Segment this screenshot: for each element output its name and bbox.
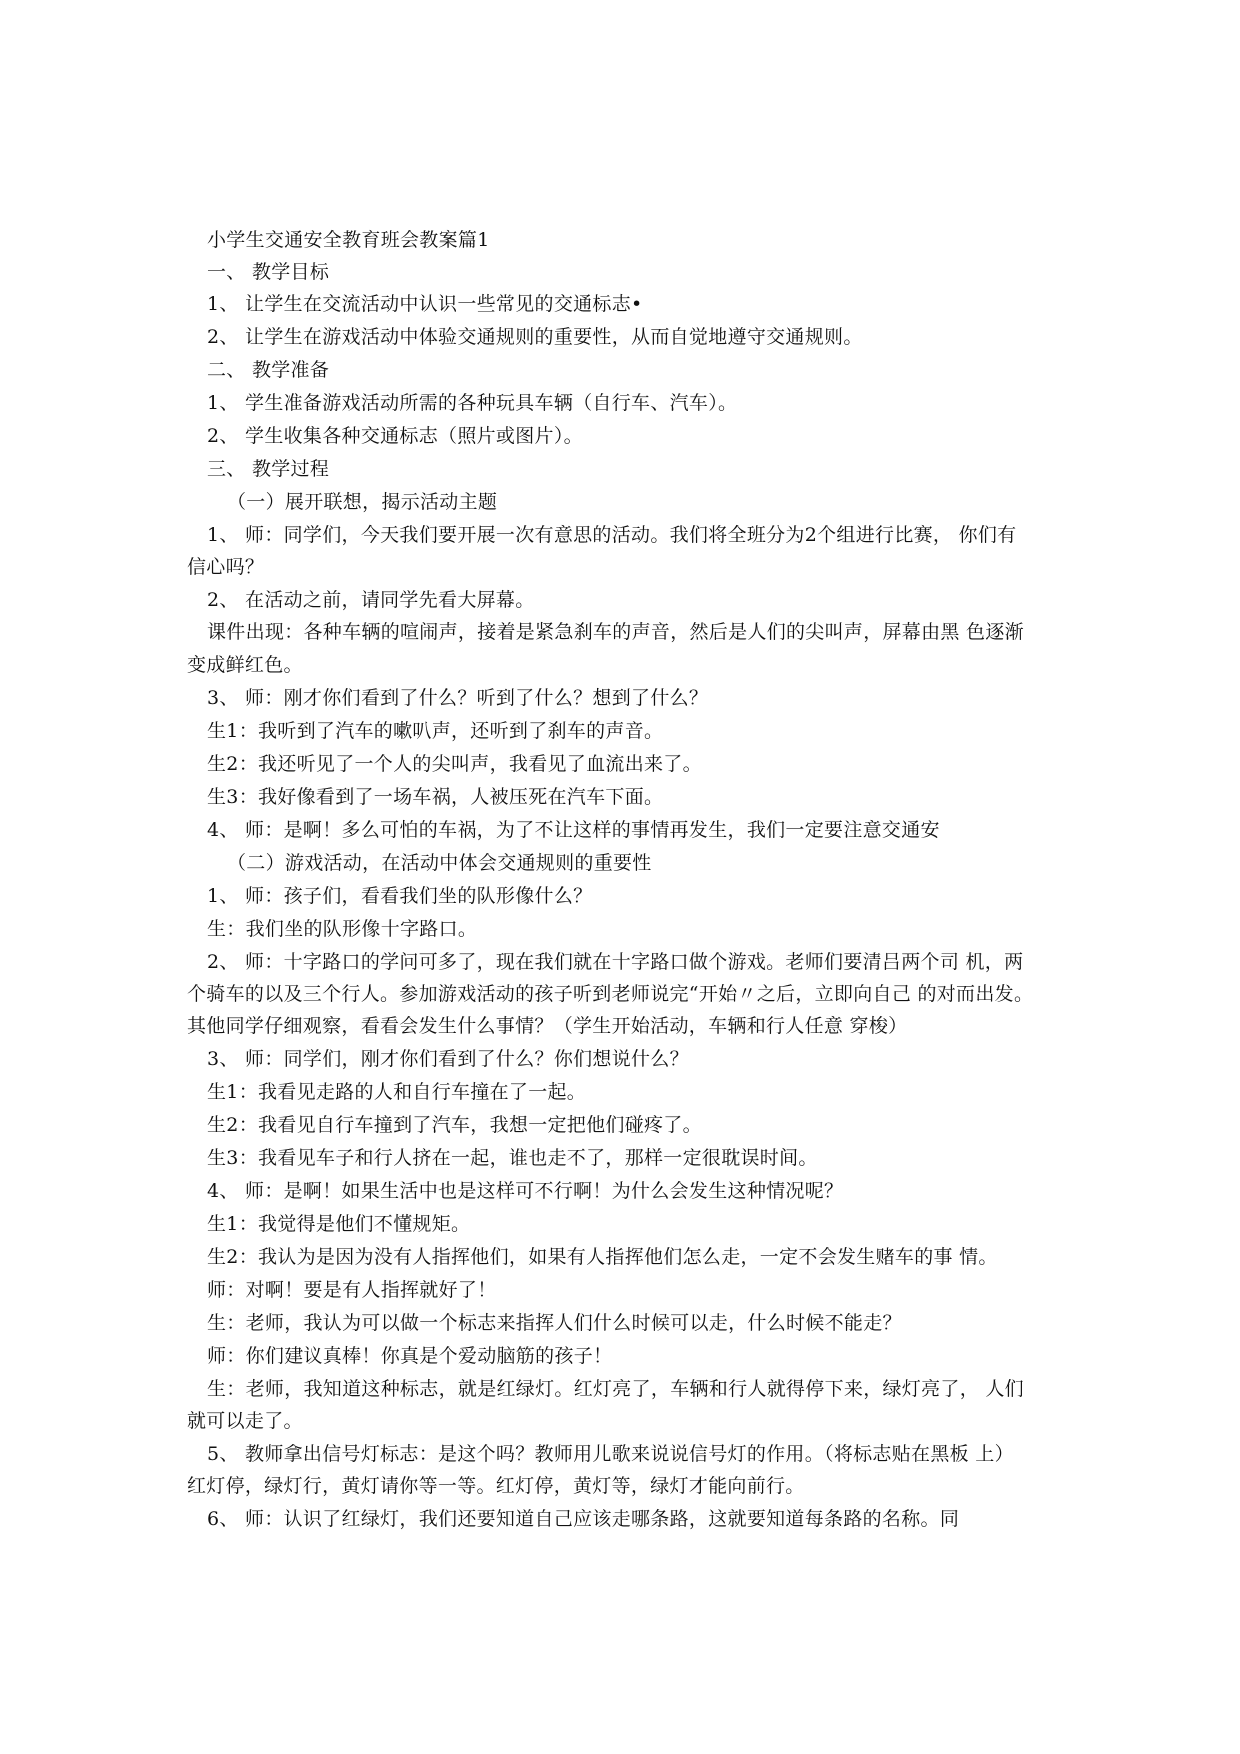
text-line: 个骑车的以及三个行人。参加游戏活动的孩子听到老师说完“开始〃之后，立即向自己 的对而出发。 [187, 983, 1034, 1005]
text-line: 红灯停，绿灯行，黄灯请你等一等。红灯停，黄灯等，绿灯才能向前行。 [187, 1475, 805, 1497]
text-line: 6、 师：认识了红绿灯，我们还要知道自己应该走哪条路，这就要知道每条路的名称。同 [207, 1508, 960, 1530]
text-line: 2、 学生收集各种交通标志（照片或图片）。 [207, 425, 583, 447]
text-line: 生3：我看见车子和行人挤在一起，谁也走不了，那样一定很耽误时间。 [207, 1147, 818, 1169]
text-line: 1、 师：同学们，今天我们要开展一次有意思的活动。我们将全班分为2个组进行比赛， 你们有 [207, 524, 1017, 546]
text-line: 生3：我好像看到了一场车祸，人被压死在汽车下面。 [207, 786, 664, 808]
text-line: 4、 师：是啊！如果生活中也是这样可不行啊！为什么会发生这种情况呢？ [207, 1180, 844, 1202]
text-line: 三、 教学过程 [207, 458, 330, 480]
text-line: 变成鲜红色。 [187, 654, 303, 676]
text-line: 1、 师：孩子们，看看我们坐的队形像什么？ [207, 885, 593, 907]
text-line: 生1：我听到了汽车的嗽叭声，还听到了刹车的声音。 [207, 720, 664, 742]
text-line: 1、 让学生在交流活动中认识一些常见的交通标志• [207, 293, 643, 315]
text-line: 生2：我还听见了一个人的尖叫声，我看见了血流出来了。 [207, 753, 702, 775]
text-line: 一、 教学目标 [207, 261, 330, 283]
text-line: 生1：我看见走路的人和自行车撞在了一起。 [207, 1081, 587, 1103]
text-line: （二）游戏活动，在活动中体会交通规则的重要性 [227, 852, 652, 874]
text-line: 5、 教师拿出信号灯标志：是这个吗？教师用儿歌来说说信号灯的作用。（将标志贴在黑板 上） [207, 1443, 1014, 1465]
text-line: 4、 师：是啊！多么可怕的车祸，为了不让这样的事情再发生，我们一定要注意交通安 [207, 819, 940, 841]
text-line: 3、 师：刚才你们看到了什么？听到了什么？想到了什么？ [207, 687, 709, 709]
text-line: （一）展开联想，揭示活动主题 [227, 491, 498, 513]
text-line: 师：你们建议真棒！你真是个爱动脑筋的孩子！ [207, 1345, 613, 1367]
text-line: 信心吗？ [187, 556, 265, 578]
text-line: 2、 让学生在游戏活动中体验交通规则的重要性，从而自觉地遵守交通规则。 [207, 326, 863, 348]
text-line: 生2：我看见自行车撞到了汽车，我想一定把他们碰疼了。 [207, 1114, 702, 1136]
text-line: 就可以走了。 [187, 1410, 303, 1432]
document-title: 小学生交通安全教育班会教案篇1 [207, 229, 490, 251]
text-line: 1、 学生准备游戏活动所需的各种玩具车辆（自行车、汽车）。 [207, 392, 738, 414]
text-line: 生：我们坐的队形像十字路口。 [207, 918, 478, 940]
text-line: 生1：我觉得是他们不懂规矩。 [207, 1213, 471, 1235]
text-line: 3、 师：同学们，刚才你们看到了什么？你们想说什么？ [207, 1048, 689, 1070]
text-line: 课件出现：各种车辆的喧闹声，接着是紧急刹车的声音，然后是人们的尖叫声，屏幕由黑 色逐渐 [207, 621, 1024, 643]
text-line: 2、 在活动之前，请同学先看大屏幕。 [207, 589, 535, 611]
text-line: 二、 教学准备 [207, 359, 330, 381]
text-line: 其他同学仔细观察，看看会发生什么事情？（学生开始活动，车辆和行人任意 穿梭） [187, 1015, 908, 1037]
text-line: 师：对啊！要是有人指挥就好了！ [207, 1279, 497, 1301]
text-line: 生2：我认为是因为没有人指挥他们，如果有人指挥他们怎么走，一定不会发生赌车的事 情。 [207, 1246, 998, 1268]
text-line: 生：老师，我认为可以做一个标志来指挥人们什么时候可以走，什么时候不能走？ [207, 1312, 902, 1334]
text-line: 生：老师，我知道这种标志，就是红绿灯。红灯亮了，车辆和行人就得停下来，绿灯亮了， 人们 [207, 1378, 1024, 1400]
text-line: 2、 师：十字路口的学问可多了，现在我们就在十字路口做个游戏。老师们要清吕两个司 机，两 [207, 951, 1024, 973]
